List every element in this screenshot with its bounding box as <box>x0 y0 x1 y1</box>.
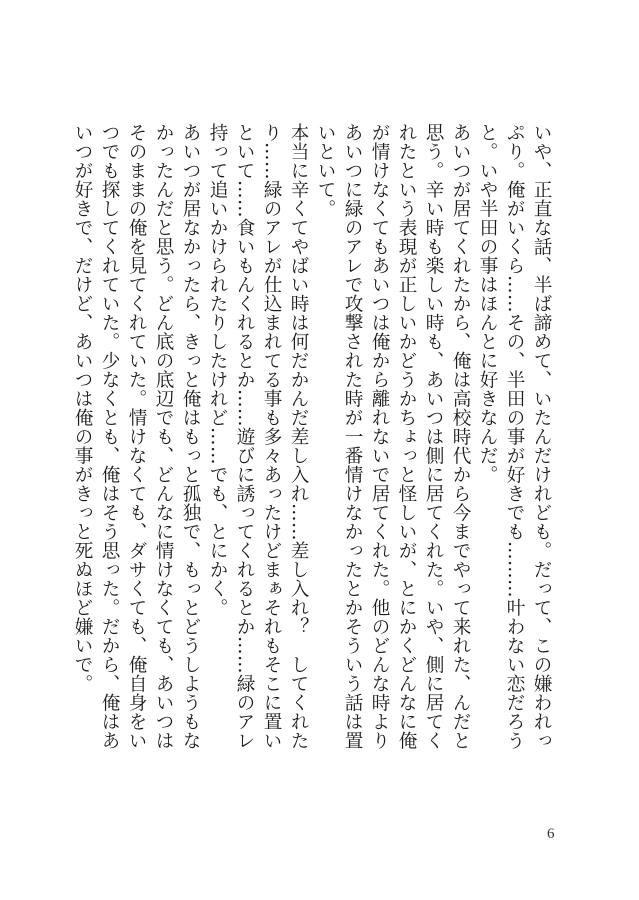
page-number: 6 <box>547 826 555 842</box>
paragraph-3: 本当に辛くてやばい時は何だかんだ差し入れ……差し入れ？ してくれたり……緑のアレが仕込まれてる事も多々あったけどまぁそれもそこに置いといて……食いもんくれるとか……遊びに誘ってくれるとか……緑のアレ持って追いかけられたりしたけれど……でも、とにかく。 <box>207 123 309 750</box>
paragraph-1: いや、正直な話、半ば諦めて、いたんだけれども。だって、この嫌われっぷり。俺がいくら……その、半田の事が好きでも………叶わない恋だろうと。いや半田の事はほんとに好きなんだ。 <box>477 123 552 750</box>
paragraph-4: あいつが居なかったら、きっと俺はもっと孤独で、もっとどうしようもなかったんだと思う。どん底の底辺でも、どんなに情けなくても、あいつはそのままの俺を見てくれていた。情けなくても、ダサくても、俺自身をいつでも探してくれていた。少なくとも、俺はそう思った。だから、俺はあいつが好きで、だけど、あいつは俺の事がきっと死ぬほど嫌いで。 <box>72 123 201 750</box>
body-text <box>72 123 555 768</box>
paragraph-2: あいつが居てくれたから、俺は高校時代から今までやって来れた、んだと思う。辛い時も楽しい時も、あいつは側に居てくれた。いや、側に居てくれたという表現が正しいかどうかちょっと怪しいが、とにかくどんなに俺が情けなくてもあいつは俺から離れないで居てくれた。他のどんな時よりあいつに緑のアレで攻撃された時が一番情けなかったとかそういう話は置いといて。 <box>315 123 471 750</box>
